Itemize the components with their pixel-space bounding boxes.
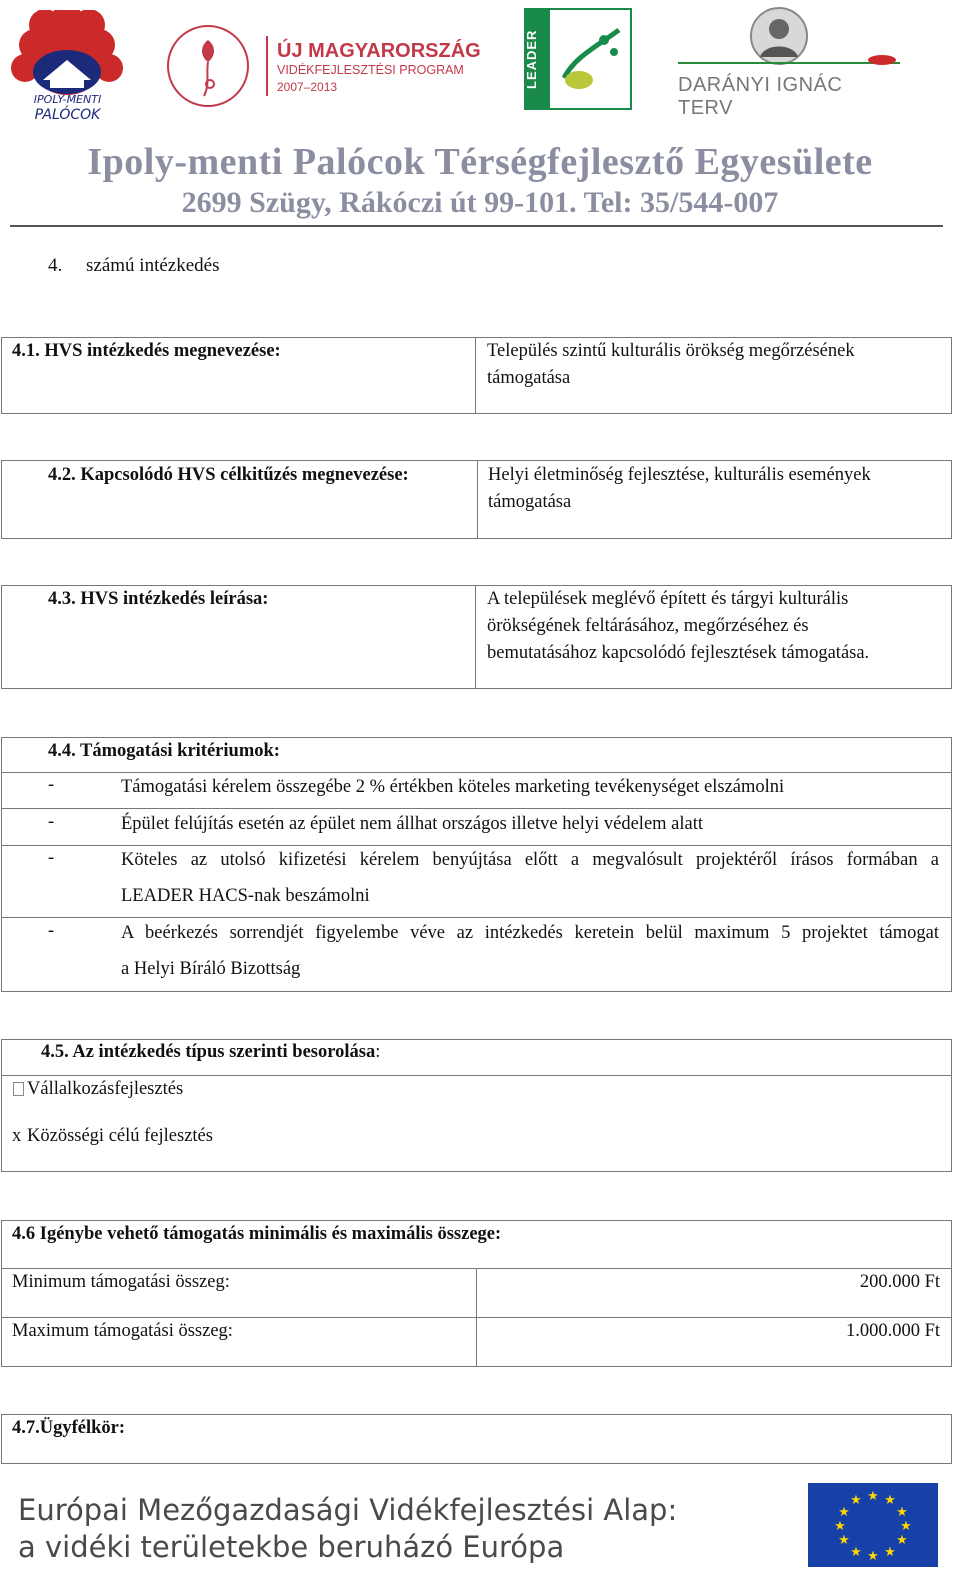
svg-text:★: ★ [867,1549,879,1564]
minimum-value: 200.000 Ft [859,1272,940,1292]
section-4-2-label: 4.2. Kapcsolódó HVS célkitűzés megnevezése: [48,465,409,485]
section-4-1-label: 4.1. HVS intézkedés megnevezése: [12,341,281,361]
measure-label: számú intézkedés [86,255,220,276]
criterion-3-line2: LEADER HACS-nak beszámolni [121,886,370,906]
maximum-value: 1.000.000 Ft [845,1321,940,1341]
criterion-1-dash: - [48,775,55,795]
svg-text:★: ★ [884,1545,896,1560]
leader-logo-text: LEADER [524,29,539,89]
eu-flag [808,1483,938,1567]
measure-heading [48,255,219,277]
daranyi-green-line [678,62,900,64]
criterion-2-dash: - [48,812,55,832]
section-4-3-value-line1: A települések meglévő épített és tárgyi kulturális [487,589,849,609]
criterion-2-text: Épület felújítás esetén az épület nem állhat országos illetve helyi védelem alatt [121,814,704,834]
organization-address: 2699 Szügy, Rákóczi út 99-101. Tel: 35/544-007 [181,186,779,219]
checkbox-vallalkozas[interactable] [13,1082,24,1096]
measure-number: 4. [48,255,63,276]
eu-stars-icon [808,1483,938,1567]
option-kozossegi-mark[interactable]: x [12,1126,22,1146]
section-4-2-value-line1: Helyi életminőség fejlesztése, kulturális események [488,465,871,485]
svg-text:★: ★ [900,1519,912,1534]
section-4-4-label: 4.4. Támogatási kritériumok: [48,741,280,761]
criterion-3-dash: - [48,848,55,868]
criterion-4-line1: A beérkezés sorrendjét figyelembe véve az intézkedés keretein belül maximum 5 projektet támogat [121,923,939,943]
daranyi-text: DARÁNYI IGNÁC TERV [678,74,843,119]
section-4-1-divider [475,337,476,414]
svg-text:★: ★ [850,1545,862,1560]
section-4-5-label-text: 4.5. Az intézkedés típus szerinti besorolása [41,1042,376,1062]
section-4-1-value-line1: Település szintű kulturális örökség megőrzésének [487,341,855,361]
footer-line1: Európai Mezőgazdasági Vidékfejlesztési Alap: [18,1493,678,1527]
section-4-3-value-line2: örökségének feltárásához, megőrzéséhez és [487,616,809,636]
svg-text:★: ★ [838,1533,850,1548]
section-4-1-value-line2: támogatása [487,368,571,388]
ipoly-logo-line1: IPOLY-MENTI [33,93,102,106]
uj-magyarorszag-emblem [160,22,260,110]
header-logos [0,0,960,135]
daranyi-leaf-icon [868,55,896,65]
svg-text:★: ★ [834,1519,846,1534]
criterion-3-line1: Köteles az utolsó kifizetési kérelem benyújtása előtt a megvalósult projektéről írásos formában a [121,850,939,870]
option-vallalkozasfejlesztes: Vállalkozásfejlesztés [27,1079,184,1099]
svg-text:★: ★ [884,1493,896,1508]
section-4-3-label: 4.3. HVS intézkedés leírása: [48,589,269,609]
maximum-label: Maximum támogatási összeg: [12,1321,233,1341]
svg-text:★: ★ [896,1533,908,1548]
svg-text:★: ★ [867,1489,879,1504]
svg-text:★: ★ [850,1493,862,1508]
ujm-title: ÚJ MAGYARORSZÁG [277,40,481,62]
organization-name: Ipoly-menti Palócok Térségfejlesztő Egyesülete [87,141,873,183]
ujm-divider [266,36,268,96]
section-4-6-label: 4.6 Igénybe vehető támogatás minimális és maximális összege: [12,1224,502,1244]
section-4-5-label [41,1039,380,1066]
footer-line2: a vidéki területekbe beruházó Európa [18,1530,565,1564]
svg-text:★: ★ [896,1505,908,1520]
option-kozossegi-celu-fejlesztes: Közösségi célú fejlesztés [27,1126,213,1146]
criterion-4-line2: a Helyi Bíráló Bizottság [121,959,301,979]
svg-text:★: ★ [838,1505,850,1520]
criterion-1-text: Támogatási kérelem összegébe 2 % értékben köteles marketing tevékenységet elszámolni [121,777,785,797]
section-4-2-divider [477,460,478,539]
criterion-4-dash: - [48,921,55,941]
ipoly-logo-line2: PALÓCOK [34,107,101,123]
section-4-7-label: 4.7.Ügyfélkör: [12,1418,126,1438]
section-4-2-value-line2: támogatása [488,492,572,512]
header-rule [10,225,943,227]
section-4-3-divider [475,585,476,689]
section-4-5-label-colon: : [375,1042,381,1062]
section-4-3-value-line3: bemutatásához kapcsolódó fejlesztések támogatása. [487,643,870,663]
ujm-subtitle: VIDÉKFEJLESZTÉSI PROGRAM [277,63,464,77]
minimum-label: Minimum támogatási összeg: [12,1272,230,1292]
section-4-7-table [1,1414,952,1464]
section-4-6-divider [476,1268,477,1367]
daranyi-portrait [748,5,810,67]
ujm-years: 2007–2013 [277,80,338,94]
